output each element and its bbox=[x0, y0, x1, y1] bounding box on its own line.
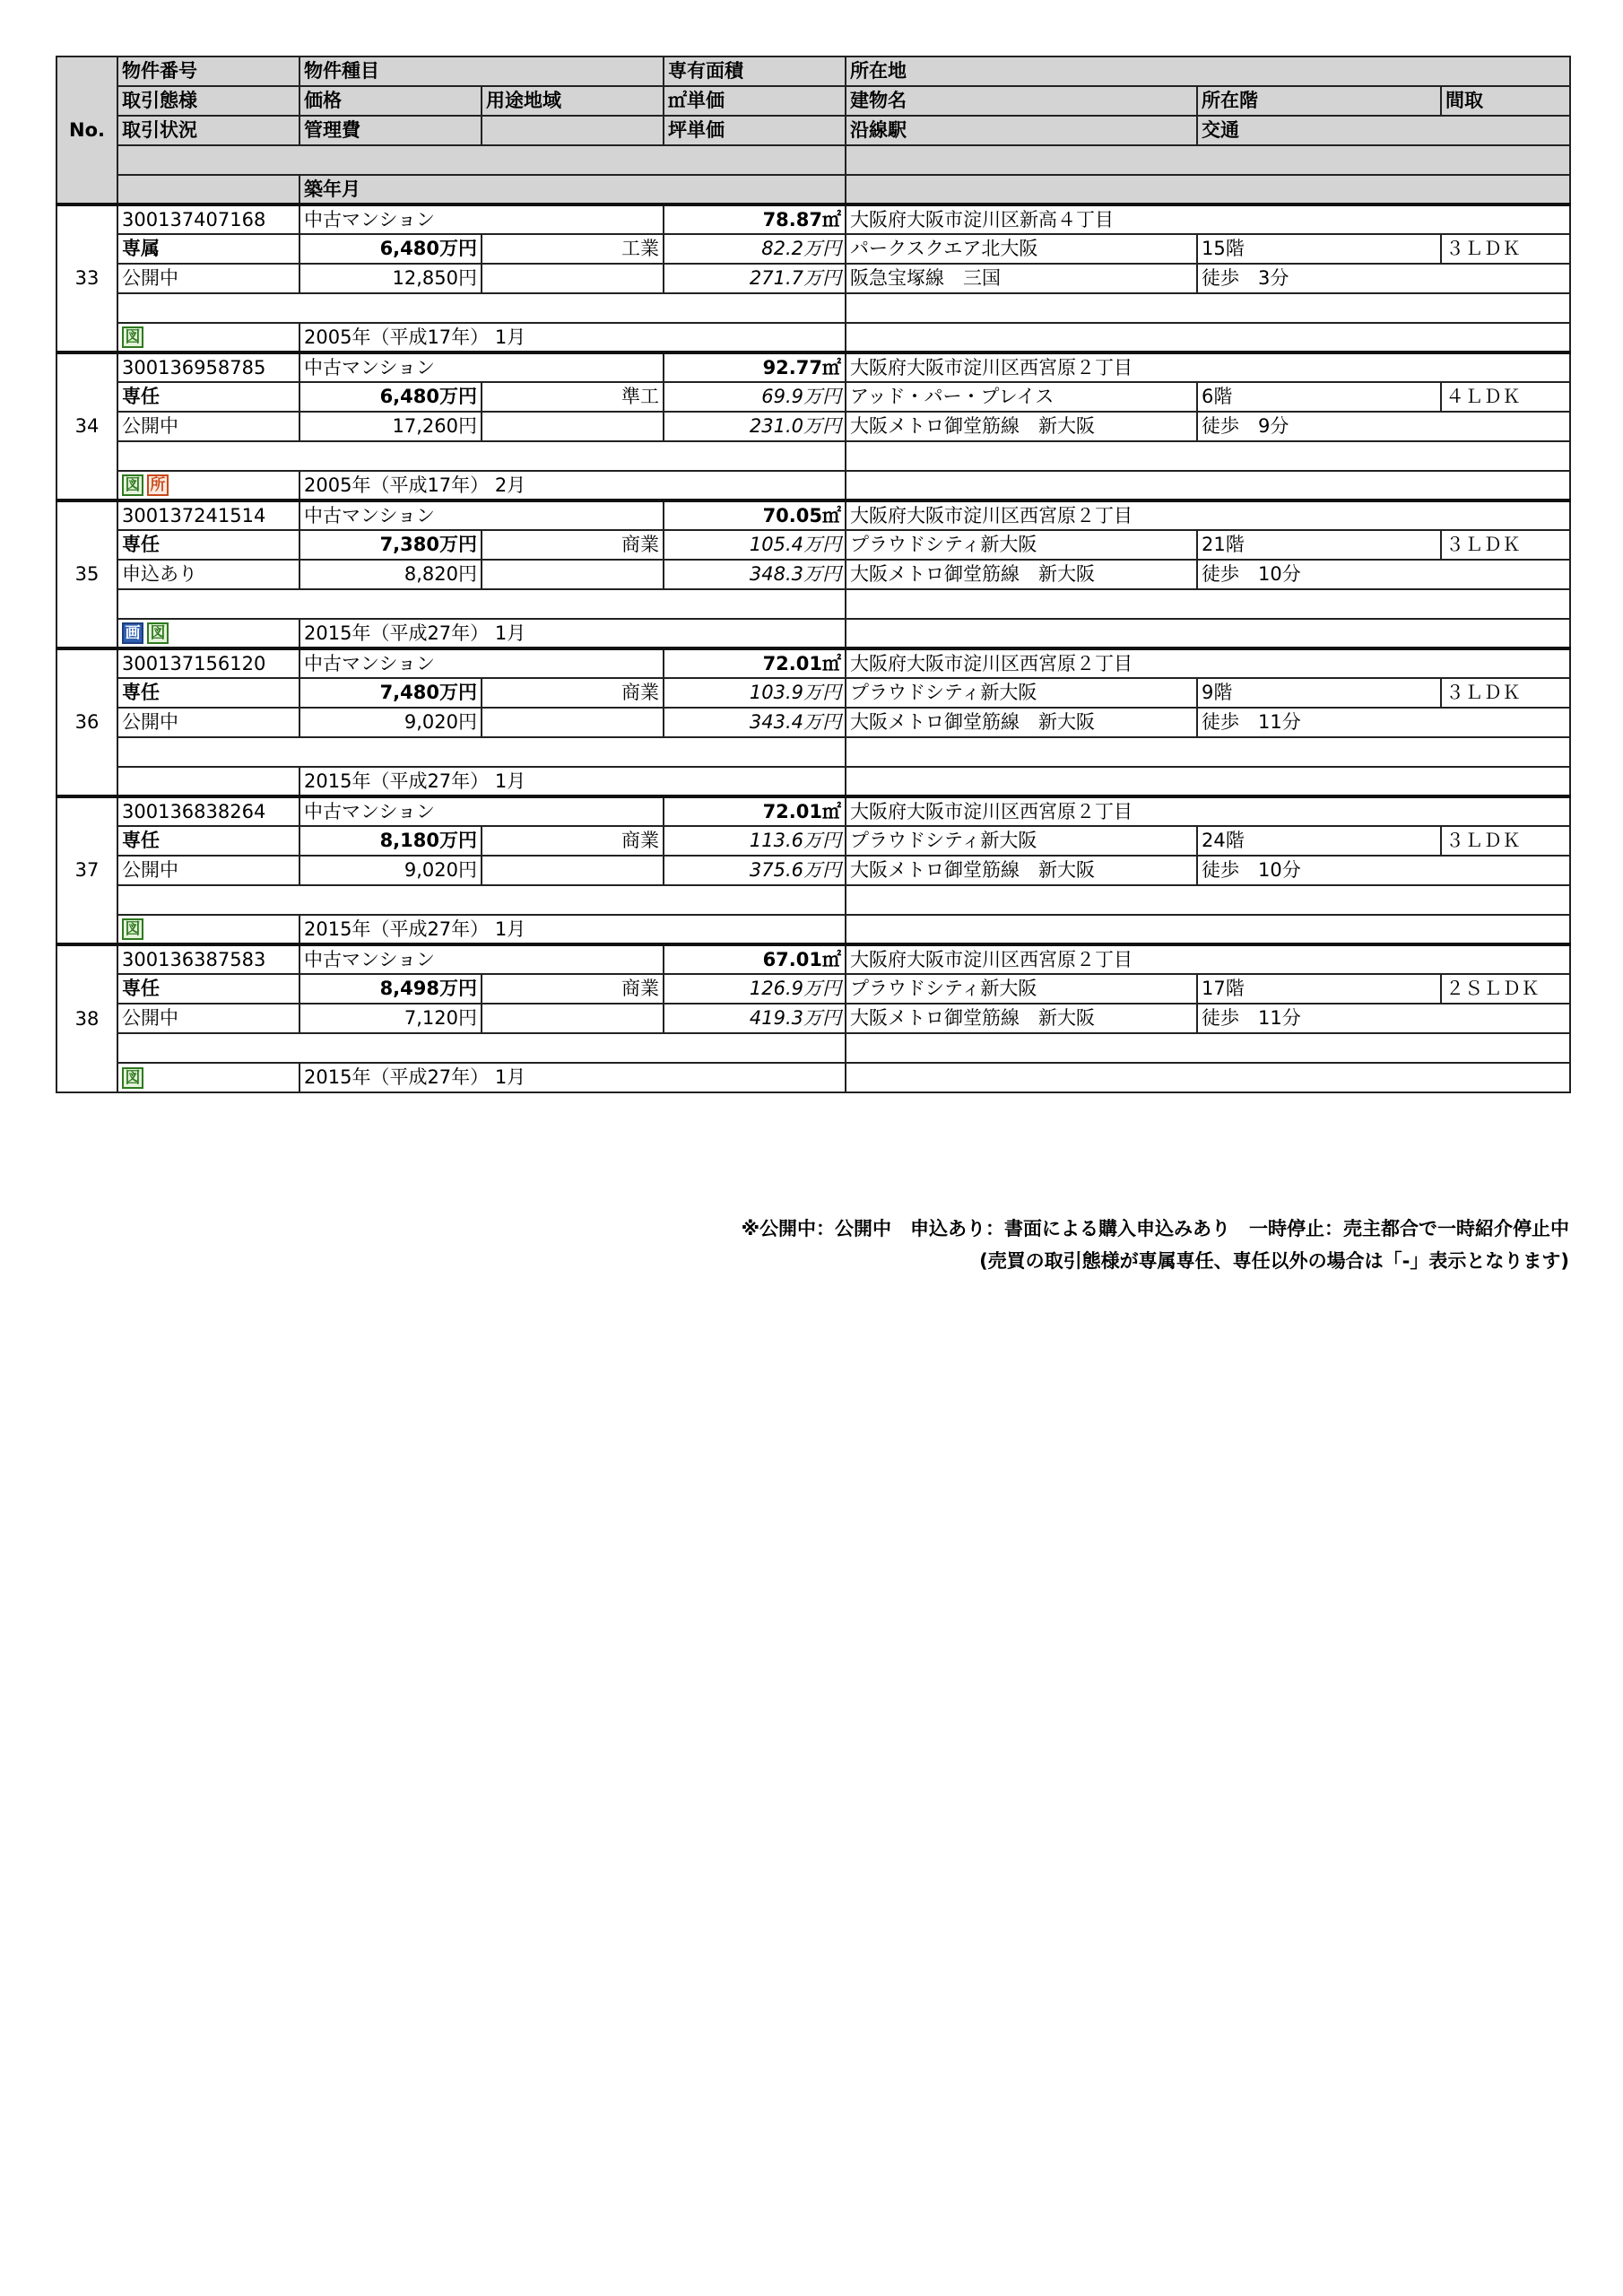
header-management-fee: 管理費 bbox=[299, 116, 482, 145]
header-status: 取引状況 bbox=[117, 116, 299, 145]
header-floor: 所在階 bbox=[1197, 86, 1441, 116]
header-blank bbox=[117, 145, 846, 175]
header-property-type: 物件種目 bbox=[299, 57, 664, 86]
listing-status: 公開中 bbox=[117, 708, 299, 737]
header-layout: 間取 bbox=[1441, 86, 1570, 116]
address: 大阪府大阪市淀川区西宮原２丁目 bbox=[846, 500, 1570, 530]
listing-row bbox=[56, 589, 1570, 619]
blank-cell bbox=[482, 708, 664, 737]
price: 7,480万円 bbox=[299, 678, 482, 708]
floorplan-icon[interactable]: 図 bbox=[122, 326, 143, 348]
management-fee: 7,120円 bbox=[299, 1004, 482, 1033]
listing-row bbox=[56, 826, 1570, 856]
blank-cell bbox=[117, 885, 846, 915]
blank-cell bbox=[482, 856, 664, 885]
photo-icon[interactable]: 画 bbox=[122, 622, 143, 644]
header-sqm-price: ㎡単価 bbox=[664, 86, 846, 116]
blank-cell bbox=[482, 1004, 664, 1033]
property-type: 中古マンション bbox=[299, 796, 664, 826]
transaction-mode: 専任 bbox=[117, 678, 299, 708]
location-icon[interactable]: 所 bbox=[147, 474, 169, 496]
property-id: 300137407168 bbox=[117, 204, 299, 234]
walk-time: 徒歩 9分 bbox=[1197, 412, 1570, 441]
listing-row[interactable] bbox=[56, 796, 1570, 826]
management-fee: 17,260円 bbox=[299, 412, 482, 441]
table-header bbox=[56, 57, 1570, 204]
blank-cell bbox=[846, 767, 1570, 796]
building-name: プラウドシティ新大阪 bbox=[846, 530, 1197, 560]
listing-row bbox=[56, 412, 1570, 441]
price: 7,380万円 bbox=[299, 530, 482, 560]
listing-row bbox=[56, 737, 1570, 767]
sqm-price: 113.6万円 bbox=[664, 826, 846, 856]
property-type: 中古マンション bbox=[299, 204, 664, 234]
blank-cell bbox=[846, 1033, 1570, 1063]
address: 大阪府大阪市淀川区西宮原２丁目 bbox=[846, 648, 1570, 678]
listing-row[interactable] bbox=[56, 944, 1570, 974]
header-tsubo-price: 坪単価 bbox=[664, 116, 846, 145]
floor-area: 72.01㎡ bbox=[664, 648, 846, 678]
listing-number: 33 bbox=[56, 204, 117, 352]
attachment-icons bbox=[117, 323, 299, 352]
listing-row bbox=[56, 264, 1570, 293]
attachment-icons bbox=[117, 619, 299, 648]
floor-area: 72.01㎡ bbox=[664, 796, 846, 826]
transaction-mode: 専任 bbox=[117, 974, 299, 1004]
zoning: 商業 bbox=[482, 530, 664, 560]
management-fee: 9,020円 bbox=[299, 708, 482, 737]
blank-cell bbox=[846, 619, 1570, 648]
zoning: 商業 bbox=[482, 678, 664, 708]
listing-row bbox=[56, 323, 1570, 352]
room-layout: ３ＬＤＫ bbox=[1441, 826, 1570, 856]
floor-area: 78.87㎡ bbox=[664, 204, 846, 234]
listing-row bbox=[56, 915, 1570, 944]
management-fee: 8,820円 bbox=[299, 560, 482, 589]
nearest-station: 大阪メトロ御堂筋線 新大阪 bbox=[846, 708, 1197, 737]
listing-row bbox=[56, 441, 1570, 471]
management-fee: 9,020円 bbox=[299, 856, 482, 885]
footnote-transaction-note: (売買の取引態様が専属専任、専任以外の場合は「-」表示となります) bbox=[979, 1250, 1569, 1272]
built-date: 2015年（平成27年） 1月 bbox=[299, 1063, 846, 1092]
property-type: 中古マンション bbox=[299, 352, 664, 382]
transaction-mode: 専任 bbox=[117, 530, 299, 560]
floor-area: 67.01㎡ bbox=[664, 944, 846, 974]
blank-cell bbox=[117, 589, 846, 619]
listing-number: 35 bbox=[56, 500, 117, 648]
nearest-station: 大阪メトロ御堂筋線 新大阪 bbox=[846, 560, 1197, 589]
listing-row bbox=[56, 708, 1570, 737]
address: 大阪府大阪市淀川区西宮原２丁目 bbox=[846, 352, 1570, 382]
listing-row bbox=[56, 856, 1570, 885]
listing-row bbox=[56, 1004, 1570, 1033]
attachment-icons bbox=[117, 471, 299, 500]
listing-row bbox=[56, 530, 1570, 560]
floorplan-icon[interactable]: 図 bbox=[122, 918, 143, 940]
nearest-station: 阪急宝塚線 三国 bbox=[846, 264, 1197, 293]
room-layout: ３ＬＤＫ bbox=[1441, 530, 1570, 560]
header-area: 専有面積 bbox=[664, 57, 846, 86]
room-layout: ２ＳＬＤＫ bbox=[1441, 974, 1570, 1004]
tsubo-price: 419.3万円 bbox=[664, 1004, 846, 1033]
listing-row bbox=[56, 619, 1570, 648]
listing-row bbox=[56, 1063, 1570, 1092]
room-layout: ３ＬＤＫ bbox=[1441, 234, 1570, 264]
attachment-icons bbox=[117, 915, 299, 944]
listing-number: 34 bbox=[56, 352, 117, 500]
floor-area: 92.77㎡ bbox=[664, 352, 846, 382]
header-blank bbox=[482, 116, 664, 145]
floor-level: 15階 bbox=[1197, 234, 1441, 264]
listing-status: 公開中 bbox=[117, 412, 299, 441]
listing-row bbox=[56, 678, 1570, 708]
management-fee: 12,850円 bbox=[299, 264, 482, 293]
building-name: プラウドシティ新大阪 bbox=[846, 974, 1197, 1004]
tsubo-price: 375.6万円 bbox=[664, 856, 846, 885]
listing-row bbox=[56, 471, 1570, 500]
blank-cell bbox=[482, 412, 664, 441]
header-station: 沿線駅 bbox=[846, 116, 1197, 145]
listing-number: 36 bbox=[56, 648, 117, 796]
floor-area: 70.05㎡ bbox=[664, 500, 846, 530]
blank-cell bbox=[846, 737, 1570, 767]
building-name: パークスクエア北大阪 bbox=[846, 234, 1197, 264]
sqm-price: 126.9万円 bbox=[664, 974, 846, 1004]
property-type: 中古マンション bbox=[299, 500, 664, 530]
sqm-price: 69.9万円 bbox=[664, 382, 846, 412]
header-address: 所在地 bbox=[846, 57, 1570, 86]
built-date: 2005年（平成17年） 1月 bbox=[299, 323, 846, 352]
listing-row bbox=[56, 293, 1570, 323]
price: 8,180万円 bbox=[299, 826, 482, 856]
blank-cell bbox=[846, 915, 1570, 944]
listing-row bbox=[56, 885, 1570, 915]
zoning: 商業 bbox=[482, 826, 664, 856]
walk-time: 徒歩 11分 bbox=[1197, 708, 1570, 737]
listing-row[interactable] bbox=[56, 500, 1570, 530]
address: 大阪府大阪市淀川区西宮原２丁目 bbox=[846, 944, 1570, 974]
blank-cell bbox=[846, 441, 1570, 471]
listing-row bbox=[56, 767, 1570, 796]
footnote-status-legend: ※公開中：公開中 申込あり：書面による購入申込みあり 一時停止：売主都合で一時紹介停止中 bbox=[741, 1218, 1569, 1239]
property-id: 300136838264 bbox=[117, 796, 299, 826]
transaction-mode: 専属 bbox=[117, 234, 299, 264]
listing-status: 公開中 bbox=[117, 264, 299, 293]
listing-status: 公開中 bbox=[117, 1004, 299, 1033]
zoning: 商業 bbox=[482, 974, 664, 1004]
floor-level: 9階 bbox=[1197, 678, 1441, 708]
address: 大阪府大阪市淀川区西宮原２丁目 bbox=[846, 796, 1570, 826]
transaction-mode: 専任 bbox=[117, 382, 299, 412]
building-name: アッド・パー・プレイス bbox=[846, 382, 1197, 412]
property-id: 300137156120 bbox=[117, 648, 299, 678]
header-price: 価格 bbox=[299, 86, 482, 116]
floor-level: 17階 bbox=[1197, 974, 1441, 1004]
tsubo-price: 348.3万円 bbox=[664, 560, 846, 589]
listing-row bbox=[56, 234, 1570, 264]
price: 6,480万円 bbox=[299, 234, 482, 264]
blank-cell bbox=[482, 264, 664, 293]
listing-row[interactable] bbox=[56, 352, 1570, 382]
header-blank bbox=[117, 175, 299, 204]
listing-row bbox=[56, 1033, 1570, 1063]
floorplan-icon[interactable]: 図 bbox=[122, 474, 143, 496]
footnotes bbox=[742, 1213, 1569, 1277]
listing-rows bbox=[56, 204, 1570, 1092]
header-built-date: 築年月 bbox=[299, 175, 846, 204]
nearest-station: 大阪メトロ御堂筋線 新大阪 bbox=[846, 856, 1197, 885]
blank-cell bbox=[846, 293, 1570, 323]
listing-number: 37 bbox=[56, 796, 117, 944]
listing-row bbox=[56, 382, 1570, 412]
blank-cell bbox=[846, 1063, 1570, 1092]
address: 大阪府大阪市淀川区新高４丁目 bbox=[846, 204, 1570, 234]
listing-row bbox=[56, 974, 1570, 1004]
sqm-price: 103.9万円 bbox=[664, 678, 846, 708]
tsubo-price: 343.4万円 bbox=[664, 708, 846, 737]
zoning: 工業 bbox=[482, 234, 664, 264]
floorplan-icon[interactable]: 図 bbox=[147, 622, 169, 644]
property-id: 300136958785 bbox=[117, 352, 299, 382]
zoning: 準工 bbox=[482, 382, 664, 412]
header-blank bbox=[846, 175, 1570, 204]
header-access: 交通 bbox=[1197, 116, 1570, 145]
built-date: 2015年（平成27年） 1月 bbox=[299, 915, 846, 944]
listing-status: 公開中 bbox=[117, 856, 299, 885]
floorplan-icon[interactable]: 図 bbox=[122, 1067, 143, 1089]
property-id: 300137241514 bbox=[117, 500, 299, 530]
blank-cell bbox=[117, 737, 846, 767]
property-type: 中古マンション bbox=[299, 648, 664, 678]
price: 8,498万円 bbox=[299, 974, 482, 1004]
listing-number: 38 bbox=[56, 944, 117, 1092]
tsubo-price: 231.0万円 bbox=[664, 412, 846, 441]
room-layout: ３ＬＤＫ bbox=[1441, 678, 1570, 708]
listing-row[interactable] bbox=[56, 204, 1570, 234]
transaction-mode: 専任 bbox=[117, 826, 299, 856]
floor-level: 21階 bbox=[1197, 530, 1441, 560]
sqm-price: 82.2万円 bbox=[664, 234, 846, 264]
blank-cell bbox=[117, 441, 846, 471]
blank-cell bbox=[117, 1033, 846, 1063]
floor-level: 6階 bbox=[1197, 382, 1441, 412]
listing-status: 申込あり bbox=[117, 560, 299, 589]
blank-cell bbox=[846, 885, 1570, 915]
room-layout: ４ＬＤＫ bbox=[1441, 382, 1570, 412]
built-date: 2015年（平成27年） 1月 bbox=[299, 767, 846, 796]
blank-cell bbox=[846, 323, 1570, 352]
walk-time: 徒歩 3分 bbox=[1197, 264, 1570, 293]
listing-row[interactable] bbox=[56, 648, 1570, 678]
built-date: 2015年（平成27年） 1月 bbox=[299, 619, 846, 648]
attachment-icons bbox=[117, 767, 299, 796]
nearest-station: 大阪メトロ御堂筋線 新大阪 bbox=[846, 412, 1197, 441]
walk-time: 徒歩 10分 bbox=[1197, 856, 1570, 885]
built-date: 2005年（平成17年） 2月 bbox=[299, 471, 846, 500]
header-blank bbox=[846, 145, 1570, 175]
blank-cell bbox=[846, 589, 1570, 619]
building-name: プラウドシティ新大阪 bbox=[846, 826, 1197, 856]
tsubo-price: 271.7万円 bbox=[664, 264, 846, 293]
walk-time: 徒歩 11分 bbox=[1197, 1004, 1570, 1033]
walk-time: 徒歩 10分 bbox=[1197, 560, 1570, 589]
building-name: プラウドシティ新大阪 bbox=[846, 678, 1197, 708]
blank-cell bbox=[117, 293, 846, 323]
attachment-icons bbox=[117, 1063, 299, 1092]
nearest-station: 大阪メトロ御堂筋線 新大阪 bbox=[846, 1004, 1197, 1033]
listing-table bbox=[56, 56, 1571, 1093]
sqm-price: 105.4万円 bbox=[664, 530, 846, 560]
no-header: No. bbox=[56, 57, 117, 204]
price: 6,480万円 bbox=[299, 382, 482, 412]
listing-row bbox=[56, 560, 1570, 589]
floor-level: 24階 bbox=[1197, 826, 1441, 856]
header-zoning: 用途地域 bbox=[482, 86, 664, 116]
header-building: 建物名 bbox=[846, 86, 1197, 116]
blank-cell bbox=[482, 560, 664, 589]
property-type: 中古マンション bbox=[299, 944, 664, 974]
property-id: 300136387583 bbox=[117, 944, 299, 974]
header-transaction-mode: 取引態様 bbox=[117, 86, 299, 116]
header-property-id: 物件番号 bbox=[117, 57, 299, 86]
blank-cell bbox=[846, 471, 1570, 500]
